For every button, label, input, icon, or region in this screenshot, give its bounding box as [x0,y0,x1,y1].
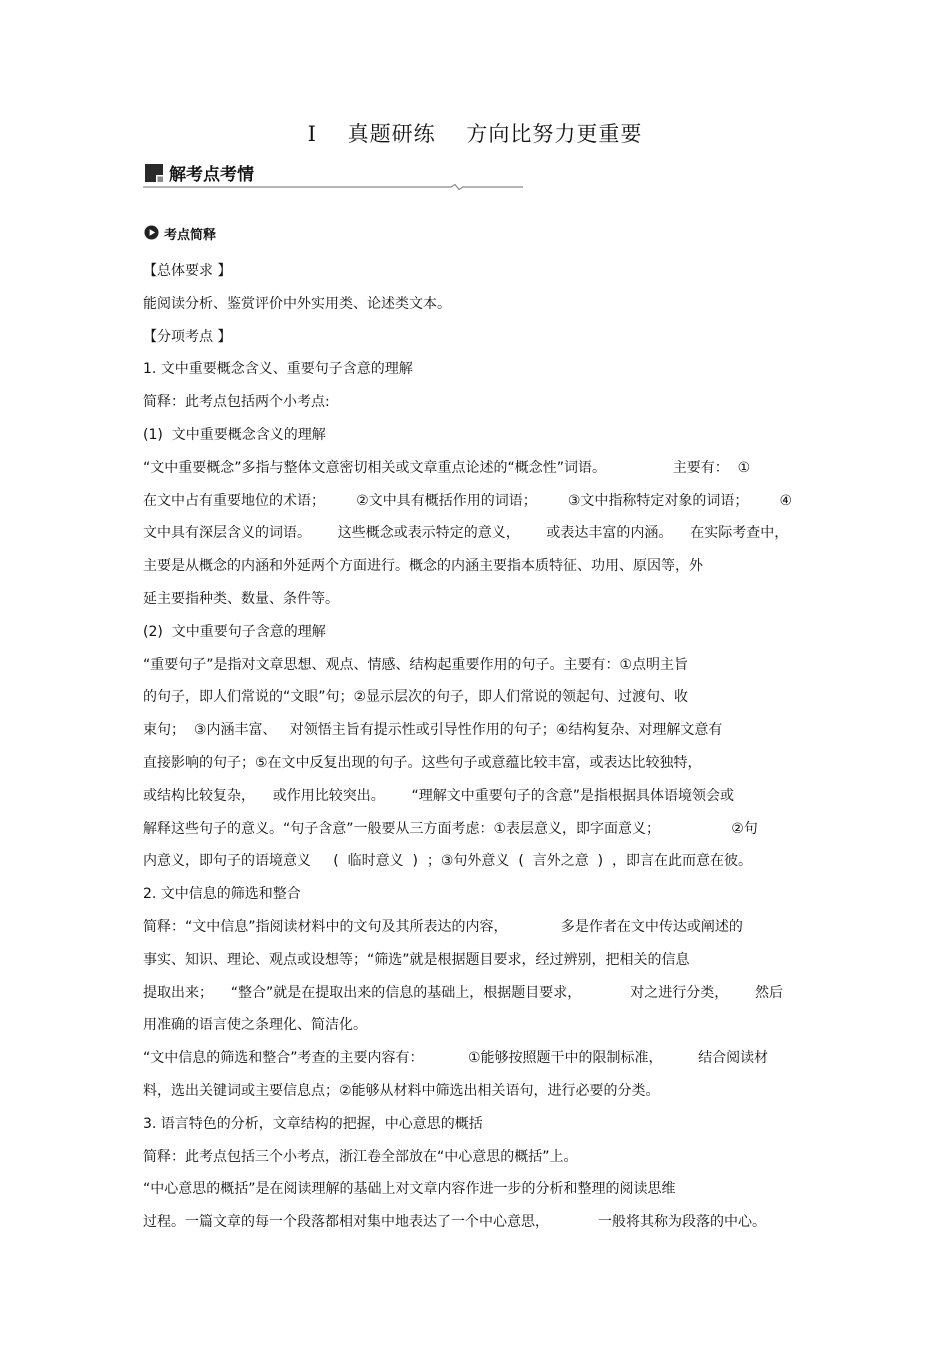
text-line: “文中重要概念”多指与整体文意密切相关或文章重点论述的“概念性”词语。 主要有： ① [143,459,751,476]
body-text [143,255,813,1239]
text-line: 1. 文中重要概念含义、重要句子含意的理解 [143,361,413,378]
text-line: 解释这些句子的意义。“句子含意”一般要从三方面考虑：①表层意义，即字面意义； ②句 [143,820,758,837]
text-line: 事实、知识、理论、观点或设想等；“筛选”就是根据题目要求，经过辨别，把相关的信息 [143,951,690,968]
text-line: 简释：“文中信息”指阅读材料中的文句及其所表达的内容， 多是作者在文中传达或阐述的 [143,918,743,935]
text-line: 【总体要求 】 [143,263,232,279]
square-block-icon [145,164,163,182]
text-line: 内意义，即句子的语境意义 ( 临时意义 ) ；③句外意义 ( 言外之意 ) ，即言在此而意在彼。 [143,853,752,870]
text-line: “重要句子”是指对文章思想、观点、情感、结构起重要作用的句子。主要有：①点明主旨 [143,656,689,673]
section-title: 解考点考情 [169,165,254,185]
subsection-title: 考点简释 [164,228,217,243]
text-line: 的句子，即人们常说的“文眼”句；②显示层次的句子，即人们常说的领起句、过渡句、收 [143,689,689,706]
text-line: 简释：此考点包括两个小考点: [143,394,330,411]
page-title: Ⅰ 真题研练 方向比努力更重要 [307,122,643,146]
text-line: “中心意思的概括”是在阅读理解的基础上对文章内容作进一步的分析和整理的阅读思维 [143,1181,676,1198]
text-line: 或结构比较复杂， 或作用比较突出。 “理解文中重要句子的含意”是指根据具体语境领会或 [143,787,735,804]
text-line: 束句； ③内涵丰富、 对领悟主旨有提示性或引导性作用的句子；④结构复杂、对理解文意有 [143,722,723,739]
text-line: “文中信息的筛选和整合”考查的主要内容有： ①能够按照题干中的限制标准， 结合阅读材 [143,1050,769,1067]
text-line: 延主要指种类、数量、条件等。 [143,590,339,607]
text-line: 简释：此考点包括三个小考点，浙江卷全部放在“中心意思的概括”上。 [143,1148,578,1165]
text-line: 直接影响的句子；⑤在文中反复出现的句子。这些句子或意蕴比较丰富，或表达比较独特， [143,754,702,771]
text-line: 2. 文中信息的筛选和整合 [143,886,301,903]
text-line: 提取出来； “整合”就是在提取出来的信息的基础上，根据题目要求， 对之进行分类， 然后 [143,984,783,1001]
text-line: 在文中占有重要地位的术语； ②文中具有概括作用的词语； ③文中指称特定对象的词语； ④ [143,492,793,509]
text-line: (2) 文中重要句子含意的理解 [143,623,326,640]
section-banner [143,160,523,192]
text-line: 用准确的语言使之条理化、简洁化。 [143,1017,367,1034]
text-line: 主要是从概念的内涵和外延两个方面进行。概念的内涵主要指本质特征、功用、原因等，外 [143,558,703,575]
text-line: 3. 语言特色的分析，文章结构的把握，中心意思的概括 [143,1115,483,1132]
text-line: 【分项考点 】 [143,328,232,345]
text-line: 能阅读分析、鉴赏评价中外实用类、论述类文本。 [143,295,451,312]
text-line: 过程。一篇文章的每一个段落都相对集中地表达了一个中心意思， 一般将其称为段落的中心。 [143,1214,766,1231]
text-line: (1) 文中重要概念含义的理解 [143,426,326,443]
text-line: 料，选出关键词或主要信息点；②能够从材料中筛选出相关语句，进行必要的分类。 [143,1082,660,1099]
section-divider [143,184,523,190]
text-line: 文中具有深层含义的词语。 这些概念或表示特定的意义， 或表达丰富的内涵。 在实际考查中， [143,525,789,542]
play-circle-icon [144,225,159,240]
